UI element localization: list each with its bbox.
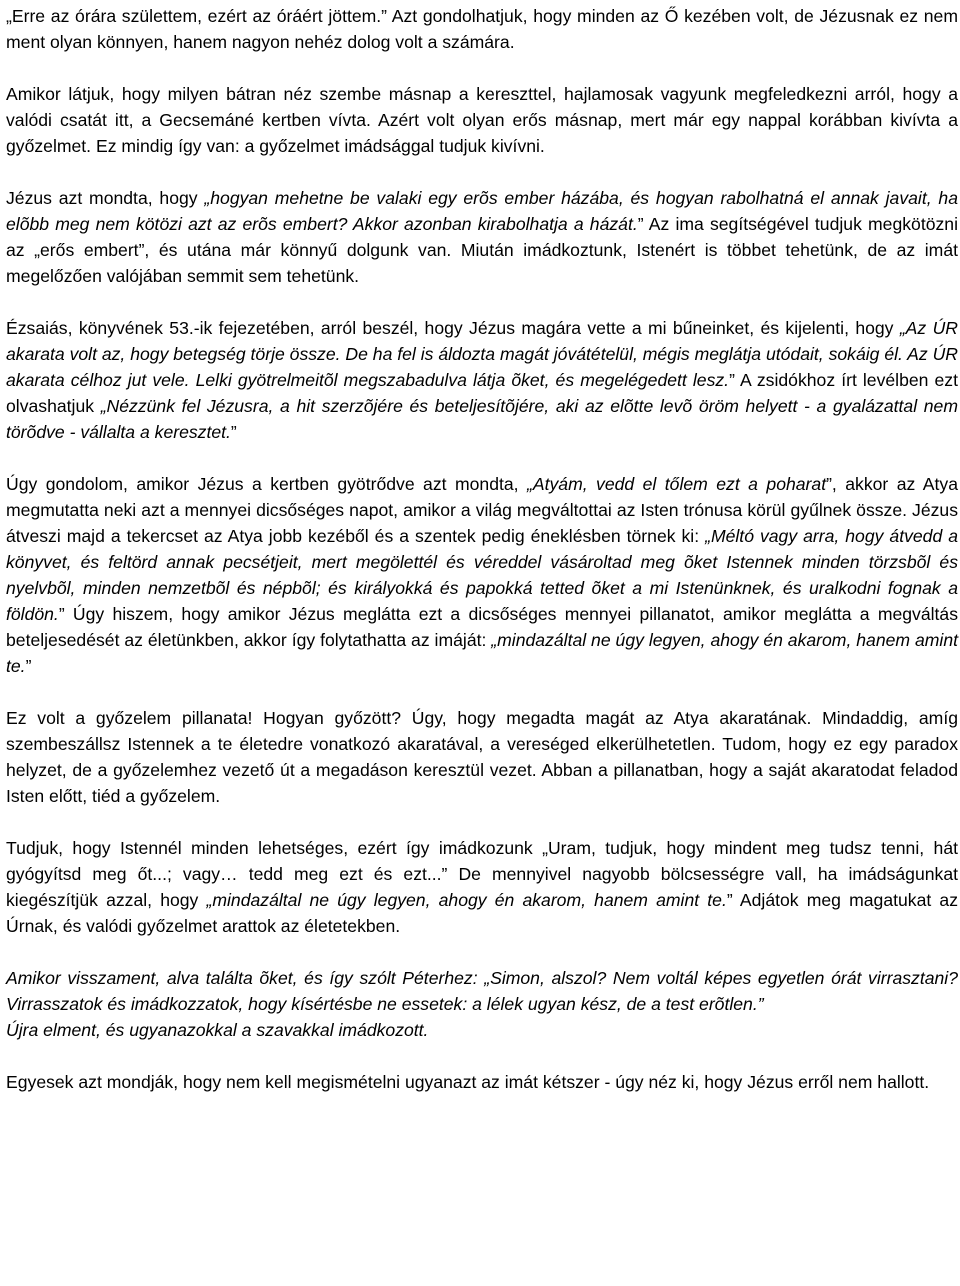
paragraph-1: [6, 3, 958, 55]
paragraph-2: [6, 81, 958, 159]
paragraph-9: [6, 1017, 958, 1043]
paragraph-text: ”: [25, 656, 32, 676]
paragraph-text: ”, akkor az Atya megmutatta neki azt a mennyei dicsőséges napot, amikor a világ megváltottai az Isten trónusa körül gyűlnek össze. Jézus átveszi majd a tekercset az Atya jobb kezéből és a szentek pedig éneklésben törnek ki:: [6, 474, 959, 546]
paragraph-7: [6, 835, 958, 939]
document-body: [6, 3, 958, 1095]
quote-text: Újra elment, és ugyanazokkal a szavakkal imádkozott.: [6, 1020, 429, 1040]
quote-text: „Atyám, vedd el tőlem ezt a poharat: [527, 474, 827, 494]
quote-text: „hogyan mehetne be valaki egy erõs ember házába, és hogyan rabolhatná el annak javait, ha elõbb meg nem kötözi azt az erõs embert? Akkor azonban kirabolhatja a házát.: [6, 188, 958, 234]
paragraph-text: Amikor látjuk, hogy milyen bátran néz szembe másnap a kereszttel, hajlamosak vagyunk megfeledkezni arról, hogy a valódi csatát itt, a Gecsemáné kertben vívta. Azért volt olyan erős másnap, mert már egy nappal korábban kivívta a győzelmet. Ez mindig így van: a győzelmet imádsággal tudjuk kivívni.: [6, 84, 958, 156]
paragraph-10: [6, 1069, 958, 1095]
paragraph-3: [6, 185, 958, 289]
paragraph-text: Tudjuk, hogy Istennél minden lehetséges, ezért így imádkozunk „Uram, tudjuk, hogy mindent meg tudsz tenni, hát gyógyítsd meg őt...; vagy… tedd meg ezt és ezt...” De mennyivel nagyobb bölcsességre vall, ha imádságunkat kiegészítjük azzal, hogy: [6, 838, 958, 910]
paragraph-8: [6, 965, 958, 1017]
paragraph-text: Úgy gondolom, amikor Jézus a kertben gyötrődve azt mondta,: [6, 474, 527, 494]
paragraph-text: Ez volt a győzelem pillanata! Hogyan győzött? Úgy, hogy megadta magát az Atya akaratának. Mindaddig, amíg szembeszállsz Istennek a te életedre vonatkozó akaratával, a vereséged elkerülhetetlen. Tudom, hogy ez egy paradox helyzet, de a győzelemhez vezető út a megadáson keresztül vezet. Abban a pillanatban, hogy a saját akaratodat feladod Isten előtt, tiéd a győzelem.: [6, 708, 958, 806]
quote-text: „Méltó vagy arra, hogy átvedd a könyvet, és feltörd annak pecsétjeit, mert megölettél és véreddel vásároltad meg õket Istennek minden törzsbõl és nyelvbõl, minden nemzetbõl és népbõl; és királyokká és papokká tetted õket a mi Istenünknek, és uralkodni fognak a földön.: [6, 526, 958, 624]
quote-text: Amikor visszament, alva találta õket, és így szólt Péterhez: „Simon, alszol? Nem voltál képes egyetlen órát virrasztani? Virrasszatok és imádkozzatok, hogy kísértésbe ne essetek: a lélek ugyan kész, de a test erõtlen.”: [6, 968, 958, 1014]
quote-text: „Az ÚR akarata volt az, hogy betegség törje össze. De ha fel is áldozta magát jóvátételül, mégis meglátja utódait, sokáig él. Az ÚR akarata célhoz jut vele. Lelki gyötrelmeitõl megszabadulva látja õket, és megelégedett lesz.: [6, 318, 958, 390]
paragraph-5: [6, 471, 958, 679]
quote-text: „mindazáltal ne úgy legyen, ahogy én akarom, hanem amint te.: [6, 630, 958, 676]
paragraph-text: ” Az ima segítségével tudjuk megkötözni az „erős embert”, és utána már könnyű dolgunk van. Miután imádkoztunk, Istenért is többet tehetünk, de az imát megelőzően valójában semmit sem tehetünk.: [6, 214, 958, 286]
quote-text: „Nézzünk fel Jézusra, a hit szerzõjére és beteljesítõjére, aki az elõtte levõ öröm helyett - a gyalázattal nem törõdve - vállalta a keresztet.: [6, 396, 958, 442]
paragraph-text: ” A zsidókhoz írt levélben ezt olvashatjuk: [6, 370, 958, 416]
paragraph-text: ”: [230, 422, 237, 442]
paragraph-text: ” Úgy hiszem, hogy amikor Jézus meglátta ezt a dicsőséges mennyei pillanatot, amikor meglátta a megváltás beteljesedését az életünkben, akkor így folytathatta az imáját:: [6, 604, 958, 650]
quote-text: „mindazáltal ne úgy legyen, ahogy én akarom, hanem amint te.: [206, 890, 727, 910]
paragraph-text: ” Adjátok meg magatukat az Úrnak, és valódi győzelmet arattok az életetekben.: [6, 890, 958, 936]
paragraph-text: Jézus azt mondta, hogy: [6, 188, 205, 208]
paragraph-text: Ézsaiás, könyvének 53.-ik fejezetében, arról beszél, hogy Jézus magára vette a mi bűneinket, és kijelenti, hogy: [6, 318, 900, 338]
paragraph-text: „Erre az órára születtem, ezért az óráért jöttem.” Azt gondolhatjuk, hogy minden az Ő kezében volt, de Jézusnak ez nem ment olyan könnyen, hanem nagyon nehéz dolog volt a számára.: [6, 6, 958, 52]
paragraph-4: [6, 315, 958, 445]
paragraph-text: Egyesek azt mondják, hogy nem kell megismételni ugyanazt az imát kétszer - úgy néz ki, hogy Jézus erről nem hallott.: [6, 1072, 930, 1092]
paragraph-6: [6, 705, 958, 809]
